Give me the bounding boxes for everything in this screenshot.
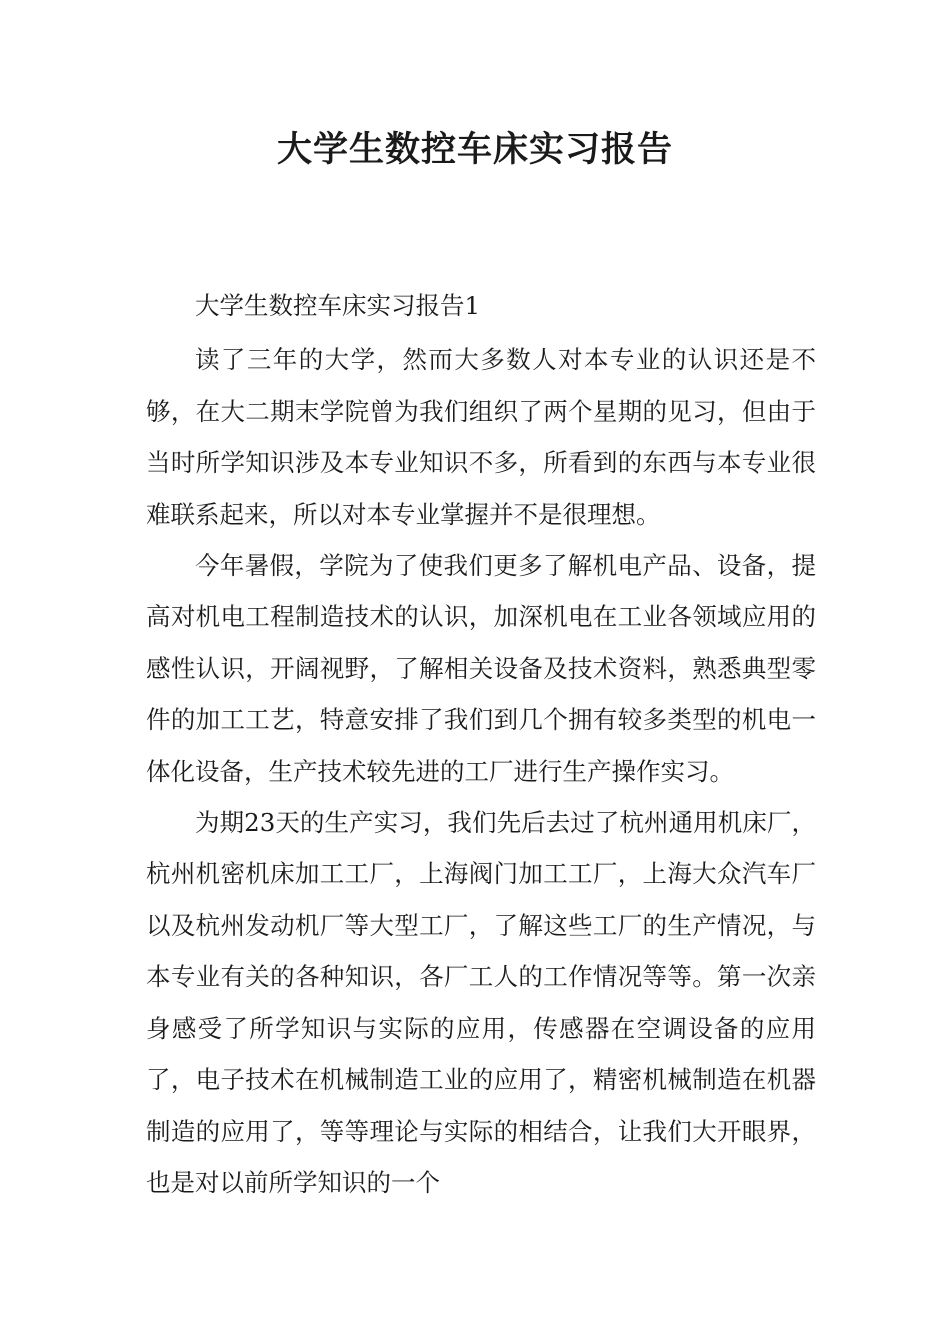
section-heading: 大学生数控车床实习报告1: [195, 291, 481, 320]
paragraph-3: 为期23天的生产实习，我们先后去过了杭州通用机床厂，杭州机密机床加工工厂，上海阀门加工工厂，上海大众汽车厂以及杭州发动机厂等大型工厂，了解这些工厂的生产情况，与本专业有关的各种知识，各厂工人的工作情况等等。第一次亲身感受了所学知识与实际的应用，传感器在空调设备的应用了，电子技术在机械制造工业的应用了，精密机械制造在机器制造的应用了，等等理论与实际的相结合，让我们大开眼界，也是对以前所学知识的一个: [146, 808, 816, 1197]
paragraph-2: 今年暑假，学院为了使我们更多了解机电产品、设备，提高对机电工程制造技术的认识，加深机电在工业各领域应用的感性认识，开阔视野，了解相关设备及技术资料，熟悉典型零件的加工工艺，特意安排了我们到几个拥有较多类型的机电一体化设备，生产技术较先进的工厂进行生产操作实习。: [146, 551, 816, 786]
document-title: 大学生数控车床实习报告: [276, 130, 673, 170]
document-body: [146, 280, 816, 1208]
paragraph-1: 读了三年的大学，然而大多数人对本专业的认识还是不够，在大二期末学院曾为我们组织了两个星期的见习，但由于当时所学知识涉及本专业知识不多，所看到的东西与本专业很难联系起来，所以对本专业掌握并不是很理想。: [146, 345, 816, 529]
